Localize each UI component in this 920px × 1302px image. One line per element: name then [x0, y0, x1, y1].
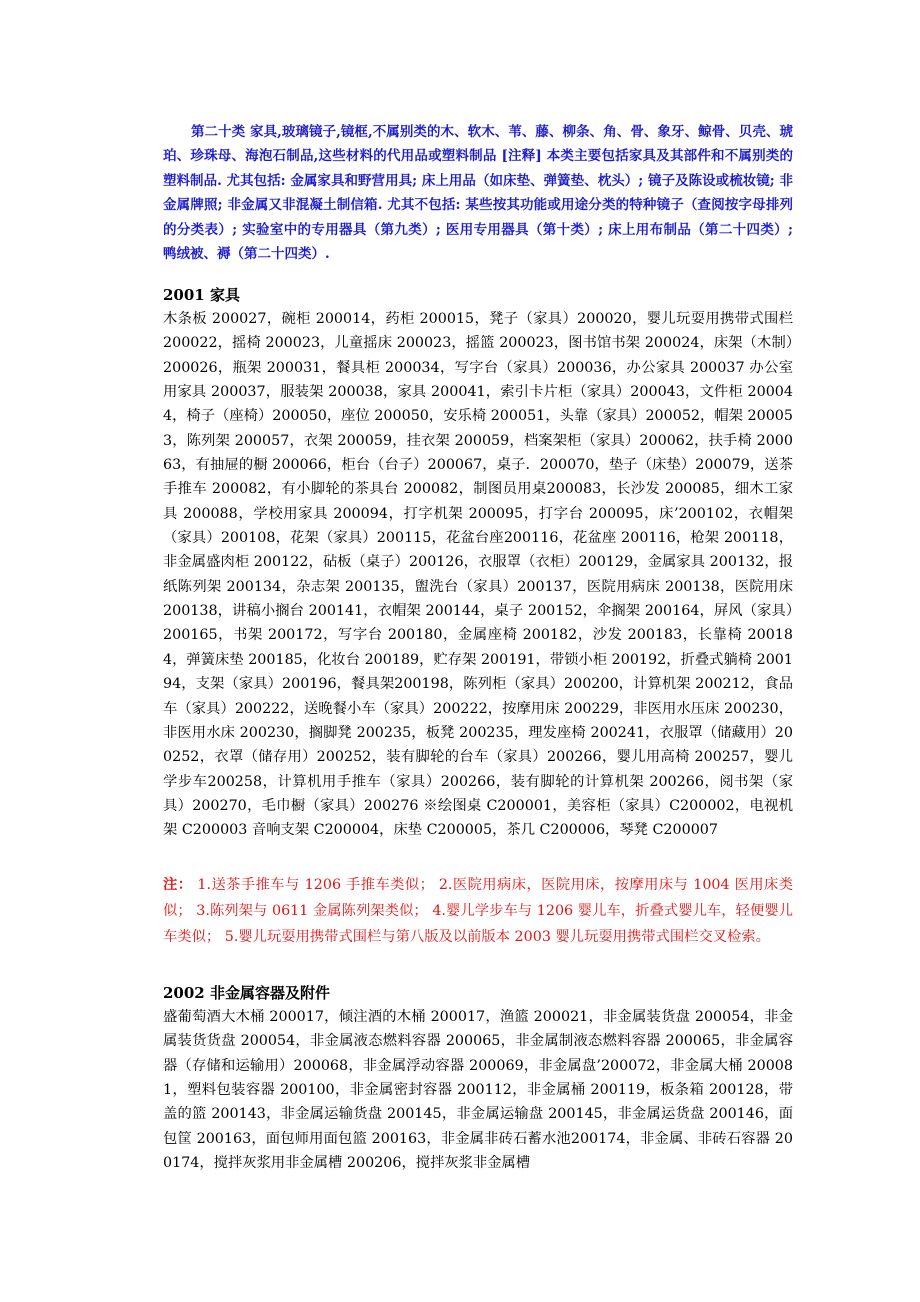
note-text: 1.送茶手推车与 1206 手推车类似； 2.医院用病床，医院用床，按摩用床与 1004 医用床类似； 3.陈列架与 0611 金属陈列架类似； 4.婴儿学步车与 1206 婴儿车，折叠式婴儿车，轻便婴儿车类似； 5.婴儿玩耍用携带式围栏与第八版及以前版本 2003 婴儿玩耍用携带式围栏交叉检索。: [163, 877, 794, 945]
section-heading-2001: 2001 家具: [163, 286, 240, 304]
section-body-2001: 木条板 200027，碗柜 200014，药柜 200015，凳子（家具）200020，婴儿玩耍用携带式围栏 200022，摇椅 200023，儿童摇床 200023，摇篮 200023，图书馆书架 200024，床架（木制）200026，瓶架 200031，餐具柜 200034，写字台（家具）200036，办公家具 200037 办公室用家具 200037，服装架 200038，家具 200041，索引卡片柜（家具）200043，文件柜 200044，椅子（座椅）200050，座位 200050，安乐椅 200051，头靠（家具）200052，帽架 200053，陈列架 200057，衣架 200059，挂衣架 200059，档案架柜（家具）200062，扶手椅 200063，有抽屉的橱 200066，柜台（台子）200067，桌子．200070，垫子（床垫）200079，送茶手推车 200082，有小脚轮的茶具台 200082，制图员用桌200083，长沙发 200085，细木工家具 200088，学校用家具 200094，打字机架 200095，打字台 200095，床’200102，衣帽架（家具）200108，花架（家具）200115，花盆台座200116，花盆座 200116，枪架 200118，非金属盛肉柜 200122，砧板（桌子）200126，衣服罩（衣柜）200129，金属家具 200132，报纸陈列架 200134，杂志架 200135，盥洗台（家具）200137，医院用病床 200138，医院用床 200138，讲稿小搁台 200141，衣帽架 200144，桌子 200152，伞搁架 200164，屏风（家具）200165，书架 200172，写字台 200180，金属座椅 200182，沙发 200183，长靠椅 200184，弹簧床垫 200185，化妆台 200189，贮存架 200191，带锁小柜 200192，折叠式躺椅 200194，支架（家具）200196，餐具架200198，陈列柜（家具）200200，计算机架 200212，食品车（家具）200222，送晚餐小车（家具）200222，按摩用床 200229，非医用水压床 200230，非医用水床 200230，搁脚凳 200235，板凳 200235，理发座椅 200241，衣服罩（储藏用）200252，衣罩（储存用）200252，装有脚轮的台车（家具）200266，婴儿用高椅 200257，婴儿学步车200258，计算机用手推车（家具）200266，装有脚轮的计算机架 200266，阅书架（家具）200270，毛巾橱（家具）200276 ※绘图桌 C200001，美容柜（家具）C200002，电视机架 C200003 音响支架 C200004，床垫 C200005，茶几 C200006，琴凳 C200007: [163, 311, 793, 839]
note-paragraph: [163, 872, 793, 950]
class-intro-paragraph: 第二十类 家具,玻璃镜子,镜框,不属别类的木、软木、苇、藤、柳条、角、骨、象牙、鲸骨、贝壳、琥珀、珍珠母、海泡石制品,这些材料的代用品或塑料制品 [注释] 本类主要包括家具及其部件和不属别类的塑料制品. 尤其包括: 金属家具和野营用具; 床上用品（如床垫、弹簧垫、枕头）; 镜子及陈设或梳妆镜; 非金属牌照; 非金属又非混凝土制信箱. 尤其不包括: 某些按其功能或用途分类的特种镜子（查阅按字母排列的分类表）; 实验室中的专用器具（第九类）; 医用专用器具（第十类）; 床上用布制品（第二十四类）; 鸭绒被、褥（第二十四类）.: [163, 124, 793, 263]
section-body-2002: 盛葡萄酒大木桶 200017，倾注酒的木桶 200017，渔篮 200021，非金属装货盘 200054，非金属装货货盘 200054，非金属液态燃料容器 200065，非金属制液态燃料容器 200065，非金属容器（存储和运输用）200068，非金属浮动容器 200069，非金属盘’200072，非金属大桶 200081，塑料包装容器 200100，非金属密封容器 200112，非金属桶 200119，板条箱 200128，带盖的篮 200143，非金属运输货盘 200145，非金属运输盘 200145，非金属运货盘 200146，面包筐 200163，面包师用面包篮 200163，非金属非砖石蓄水池200174，非金属、非砖石容器 200174，搅拌灰浆用非金属槽 200206，搅拌灰浆非金属槽: [163, 1009, 793, 1172]
note-label: 注：: [163, 877, 193, 893]
section-heading-2002: 2002 非金属容器及附件: [163, 984, 330, 1002]
